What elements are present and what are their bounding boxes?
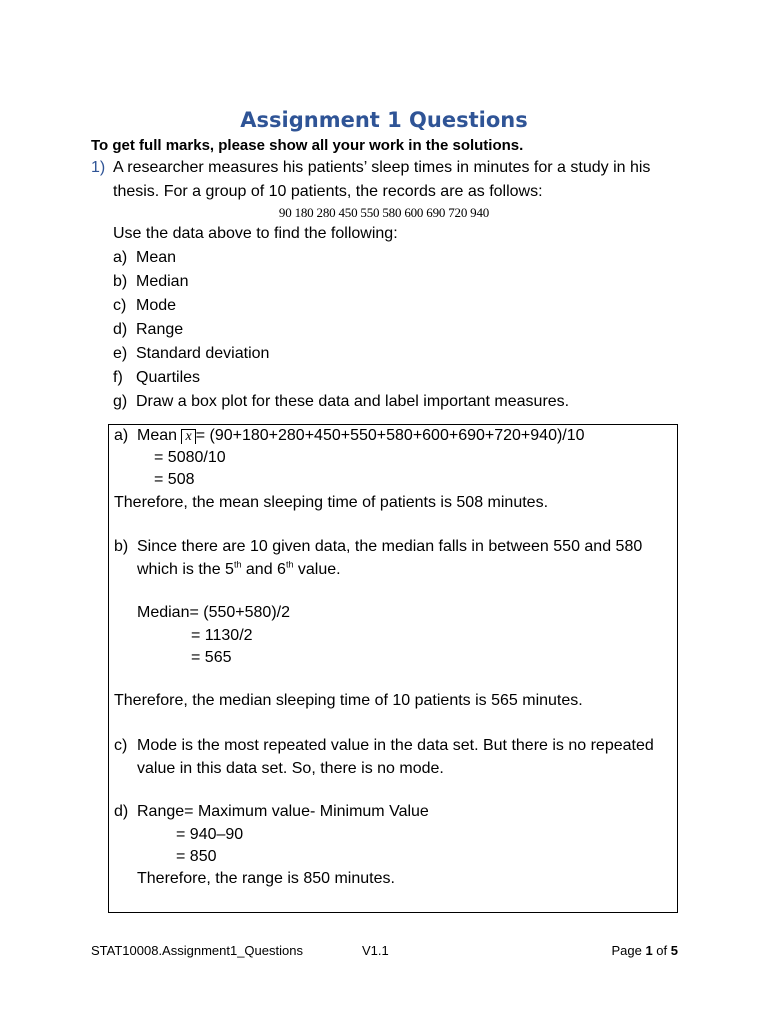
answer-a-step2: = 5080/10: [154, 449, 226, 466]
question-prompt: Use the data above to find the following:: [113, 225, 398, 242]
answer-c-letter: c): [114, 737, 128, 754]
part-text: Standard deviation: [136, 345, 270, 362]
page-total: 5: [670, 943, 678, 958]
part-letter: e): [113, 345, 128, 362]
question-line-2: thesis. For a group of 10 patients, the records are as follows:: [113, 183, 543, 200]
part-letter: f): [113, 369, 123, 386]
part-text: Range: [136, 321, 184, 338]
answer-d-step3: = 850: [176, 848, 217, 865]
answer-d-conclusion: Therefore, the range is 850 minutes.: [137, 870, 395, 887]
page-title: Assignment 1 Questions: [240, 108, 528, 132]
b-line2-pre: which is the 5: [137, 561, 234, 578]
answer-a-letter: a): [114, 427, 129, 444]
footer-page-number: [611, 943, 678, 958]
footer-doc-name: STAT10008.Assignment1_Questions: [91, 943, 303, 958]
mean-label: Mean: [137, 427, 178, 444]
answer-b-step2: = 1130/2: [191, 627, 253, 644]
answer-d-letter: d): [114, 803, 129, 820]
page-word: Page: [611, 943, 646, 958]
answer-b-letter: b): [114, 538, 129, 555]
answer-c-line2: value in this data set. So, there is no mode.: [137, 760, 444, 777]
page-current: 1: [645, 943, 653, 958]
part-letter: c): [113, 297, 127, 314]
data-values: 90 180 280 450 550 580 600 690 720 940: [278, 205, 490, 220]
part-text: Mean: [136, 249, 177, 266]
answer-a-line1: [137, 427, 585, 445]
answer-d-step2: = 940–90: [176, 826, 244, 843]
footer-version: V1.1: [362, 943, 389, 958]
b-line2-mid: and 6: [241, 561, 286, 578]
part-letter: b): [113, 273, 128, 290]
answer-b-median: Median= (550+580)/2: [137, 604, 290, 621]
instruction-text: To get full marks, please show all your work in the solutions.: [91, 137, 524, 154]
b-sup-2: th: [285, 559, 294, 570]
answer-d-line1: Range= Maximum value- Minimum Value: [137, 803, 429, 820]
answer-b-line2: [137, 561, 341, 579]
answer-a-conclusion: Therefore, the mean sleeping time of patients is 508 minutes.: [114, 494, 549, 511]
part-text: Mode: [136, 297, 177, 314]
answer-c-line1: Mode is the most repeated value in the data set. But there is no repeated: [137, 737, 654, 754]
part-letter: d): [113, 321, 128, 338]
of-word: of: [652, 943, 671, 958]
answer-b-conclusion: Therefore, the median sleeping time of 10 patients is 565 minutes.: [114, 692, 583, 709]
part-text: Quartiles: [136, 369, 201, 386]
part-text: Draw a box plot for these data and label important measures.: [136, 393, 570, 410]
answer-b-line1: Since there are 10 given data, the median falls in between 550 and 580: [137, 538, 643, 555]
part-letter: a): [113, 249, 128, 266]
part-letter: g): [113, 393, 128, 410]
mean-formula: = (90+180+280+450+550+580+600+690+720+940)/10: [195, 427, 585, 444]
question-number: 1): [91, 159, 106, 176]
answer-b-step3: = 565: [191, 649, 232, 666]
x-bar-symbol: x: [181, 429, 195, 444]
question-line-1: A researcher measures his patients’ sleep times in minutes for a study in his: [113, 159, 651, 176]
b-line2-post: value.: [293, 561, 341, 578]
b-sup-1: th: [233, 559, 242, 570]
answer-a-step3: = 508: [154, 471, 195, 488]
part-text: Median: [136, 273, 189, 290]
